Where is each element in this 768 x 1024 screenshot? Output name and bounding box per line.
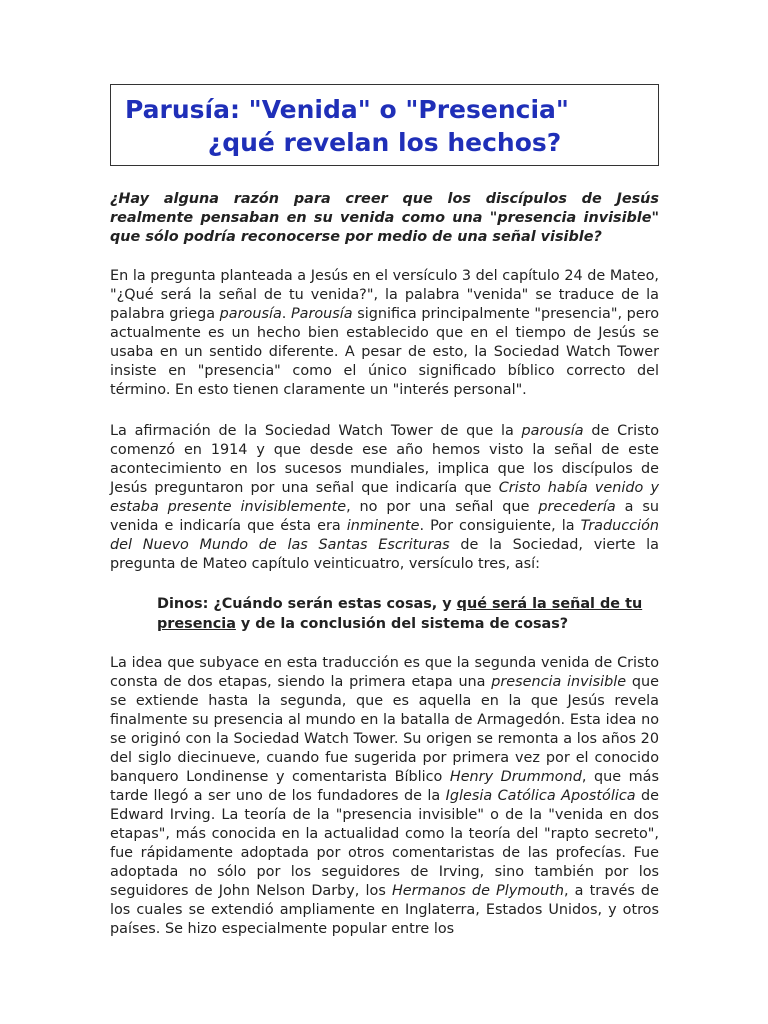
p3-text: La idea que subyace en esta traducción es que la segunda venida de Cristo consta de dos etapas, siendo la primera etapa una [110,655,659,690]
p1-italic-term: Parousía [290,306,353,322]
p2-text: La afirmación de la Sociedad Watch Tower de que la [110,423,522,439]
p3-italic: Iglesia Católica Apostólica [445,788,636,804]
p3-italic: Henry Drummond [449,769,582,785]
title-box [110,84,659,166]
document-page [110,84,659,939]
p1-text: En la pregunta planteada a Jesús en el versículo 3 del capítulo 24 de Mateo, "¿Qué será la señal de tu venida?", la palabra "venida" se traduce de la palabra griega [110,268,659,322]
quote-text: y de la conclusión del sistema de cosas? [235,615,569,632]
title-line-1: Parusía: "Venida" o "Presencia" [125,95,569,124]
p2-text: de Cristo comenzó en 1914 y que desde ese año hemos visto la señal de este acontecimiento en los sucesos mundiales, implica que los discípulos de Jesús preguntaron por una señal que indicaría que [110,423,660,496]
p3-text: , a través de los cuales se extendió ampliamente en Inglaterra, Estados Unidos, y otros países. Se hizo especialmente popular entre los [110,883,659,937]
p2-italic: inminente [346,518,420,534]
p2-text: de la Sociedad, vierte la pregunta de Mateo capítulo veinticuatro, versículo tres, así: [110,537,660,572]
p1-text: . [281,306,291,322]
quote-underlined-text: qué será la señal de tu presencia [157,596,643,632]
p1-text: significa principalmente "presencia", pero actualmente es un hecho bien establecido que en el tiempo de Jesús se usaba en un sentido diferente. A pesar de esto, la Sociedad Watch Tower insiste en "presencia" como el único significado bíblico correcto del término. En esto tienen claramente un "interés personal". [110,306,660,398]
p2-italic: precedería [538,499,616,515]
p2-italic: Cristo había venido y estaba presente invisiblemente [110,480,659,515]
p3-italic: presencia invisible [491,674,627,690]
p3-text: que se extiende hasta la segunda, que es aquella en la que Jesús revela finalmente su presencia al mundo en la batalla de Armagedón. Esta idea no se originó con la Sociedad Watch Tower. Su origen se remonta a los años 20 del siglo diecinueve, cuando fue sugerida por primera vez por el conocido banquero Londinense y comentarista Bíblico [110,674,659,785]
p3-text: de Edward Irving. La teoría de la "presencia invisible" o de la "venida en dos etapas", más conocida en la actualidad como la teoría del "rapto secreto", fue rápidamente adoptada por otros comentaristas de las profecías. Fue adoptada no sólo por los seguidores de Irving, sino también por los seguidores de John Nelson Darby, los [110,788,659,899]
quote-text: Dinos: ¿Cuándo serán estas cosas, y [157,596,457,612]
paragraph-3 [110,654,659,939]
p1-italic-term: parousía [219,306,282,322]
p2-text: a su venida e indicaría que ésta era [110,499,659,534]
p3-italic: Hermanos de Plymouth [391,883,564,899]
p2-text: , no por una señal que [346,499,539,515]
paragraph-2 [110,422,659,574]
p2-text: . Por consiguiente, la [419,518,581,534]
paragraph-1 [110,267,659,400]
p3-text: , que más tarde llegó a ser uno de los fundadores de la [110,769,659,804]
p2-italic: Traducción del Nuevo Mundo de las Santas Escrituras [110,518,659,553]
title-line-2: ¿qué revelan los hechos? [207,128,562,157]
scripture-quote [157,595,659,634]
p2-italic: parousía [521,423,584,439]
intro-question: ¿Hay alguna razón para creer que los discípulos de Jesús realmente pensaban en su venida como una "presencia invisible" que sólo podría reconocerse por medio de una señal visible? [110,191,659,245]
